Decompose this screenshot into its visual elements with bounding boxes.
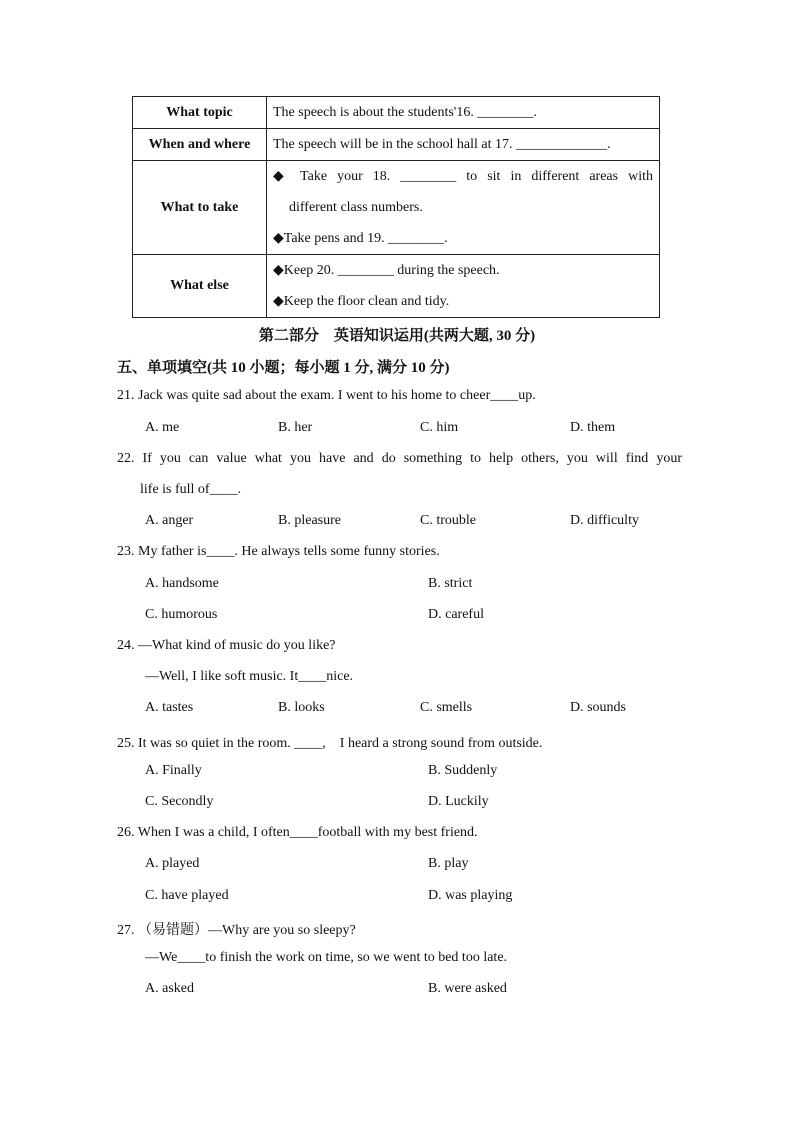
row-content: [267, 255, 660, 318]
cell-line: ◆ Take your 18. ________ to sit in different areas with: [273, 169, 653, 184]
option: C. trouble: [420, 513, 476, 528]
cell-line: ◆Keep 20. ________ during the speech.: [273, 263, 500, 278]
row-content: [267, 97, 660, 129]
table-row: [133, 255, 660, 318]
question-stem-continued: —We____to finish the work on time, so we went to bed too late.: [145, 950, 508, 965]
cell-line: The speech is about the students'16. ________.: [273, 105, 537, 120]
question-stem: 25. It was so quiet in the room. ____, I heard a strong sound from outside.: [117, 736, 543, 751]
table-row: [133, 97, 660, 129]
option: D. careful: [428, 607, 484, 622]
question-stem-continued: life is full of____.: [140, 482, 242, 497]
question-stem: 22. If you can value what you have and do something to help others, you will find your: [117, 451, 682, 466]
option: B. looks: [278, 700, 325, 715]
cell-line: ◆Take pens and 19. ________.: [273, 231, 448, 246]
cell-line: The speech will be in the school hall at 17. _____________.: [273, 137, 611, 152]
option: C. have played: [145, 888, 229, 903]
question-stem: 23. My father is____. He always tells some funny stories.: [117, 544, 440, 559]
option: A. handsome: [145, 576, 219, 591]
option: D. difficulty: [570, 513, 639, 528]
option: C. him: [420, 420, 459, 435]
question-stem-continued: —Well, I like soft music. It____nice.: [145, 669, 354, 684]
option: D. them: [570, 420, 616, 435]
table-row: [133, 161, 660, 255]
row-label: When and where: [133, 129, 267, 161]
option: C. humorous: [145, 607, 218, 622]
option: A. me: [145, 420, 180, 435]
option: D. Luckily: [428, 794, 489, 809]
option: B. strict: [428, 576, 473, 591]
option: C. Secondly: [145, 794, 214, 809]
option: B. play: [428, 856, 469, 871]
option: D. sounds: [570, 700, 627, 715]
option: B. pleasure: [278, 513, 341, 528]
row-content: [267, 129, 660, 161]
option: A. Finally: [145, 763, 202, 778]
table-row: [133, 129, 660, 161]
cell-line: different class numbers.: [289, 200, 423, 215]
option: B. Suddenly: [428, 763, 498, 778]
question-stem: 21. Jack was quite sad about the exam. I went to his home to cheer____up.: [117, 388, 536, 403]
part-title: 五、单项填空(共 10 小题；每小题 1 分, 满分 10 分): [117, 360, 450, 376]
option: A. asked: [145, 981, 194, 996]
option: C. smells: [420, 700, 473, 715]
question-stem: 27. （易错题）—Why are you so sleepy?: [117, 923, 356, 938]
section-title: 第二部分 英语知识运用(共两大题, 30 分): [258, 328, 536, 344]
question-stem: 24. —What kind of music do you like?: [117, 638, 336, 653]
row-label: What to take: [133, 161, 267, 255]
option: A. played: [145, 856, 200, 871]
option: A. anger: [145, 513, 194, 528]
info-table: [132, 96, 660, 318]
option: B. were asked: [428, 981, 507, 996]
option: A. tastes: [145, 700, 194, 715]
row-label: What topic: [133, 97, 267, 129]
question-stem: 26. When I was a child, I often____football with my best friend.: [117, 825, 478, 840]
cell-line: ◆Keep the floor clean and tidy.: [273, 294, 450, 309]
row-content: [267, 161, 660, 255]
option: B. her: [278, 420, 313, 435]
row-label: What else: [133, 255, 267, 318]
option: D. was playing: [428, 888, 513, 903]
